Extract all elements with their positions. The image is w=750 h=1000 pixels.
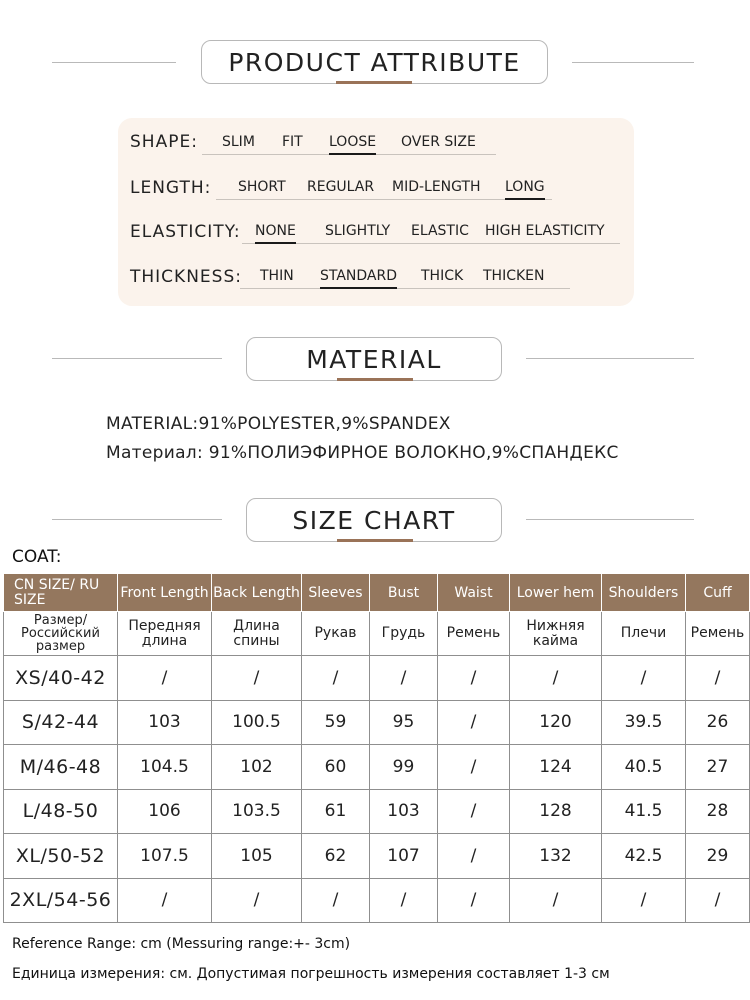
material-text-en: MATERIAL:91%POLYESTER,9%SPANDEX xyxy=(106,414,451,434)
column-header-ru: Рукав xyxy=(302,612,370,656)
column-header: CN SIZE/ RU SIZE xyxy=(4,574,118,612)
measure-cell: / xyxy=(510,878,602,923)
attribute-panel xyxy=(118,118,634,306)
title-underline xyxy=(337,378,413,381)
table-row xyxy=(4,789,750,834)
measure-cell: / xyxy=(212,878,302,923)
column-header: Shoulders xyxy=(602,574,686,612)
title-underline xyxy=(336,81,412,84)
measure-cell: 59 xyxy=(302,700,370,745)
attribute-option: SHORT xyxy=(238,179,286,195)
column-header-ru: Ремень xyxy=(438,612,510,656)
measure-cell: 124 xyxy=(510,745,602,790)
measure-cell: 107 xyxy=(370,834,438,879)
measure-cell: / xyxy=(438,745,510,790)
header-line-right xyxy=(526,519,694,520)
size-cell: M/46-48 xyxy=(4,745,118,790)
measure-cell: / xyxy=(302,656,370,701)
attribute-option: SLIM xyxy=(222,134,255,150)
measure-cell: 60 xyxy=(302,745,370,790)
measure-cell: 100.5 xyxy=(212,700,302,745)
measure-cell: / xyxy=(118,878,212,923)
measure-cell: / xyxy=(686,878,750,923)
column-header-ru: Плечи xyxy=(602,612,686,656)
column-header: Back Length xyxy=(212,574,302,612)
size-chart-table xyxy=(3,573,750,923)
attribute-row-elasticity xyxy=(118,220,634,260)
table-row xyxy=(4,700,750,745)
measure-cell: / xyxy=(686,656,750,701)
table-row xyxy=(4,878,750,923)
reference-note-en: Reference Range: cm (Messuring range:+- 3cm) xyxy=(12,936,351,952)
header-line-right xyxy=(526,358,694,359)
column-header-ru: Длина спины xyxy=(212,612,302,656)
measure-cell: 132 xyxy=(510,834,602,879)
measure-cell: 95 xyxy=(370,700,438,745)
size-cell: L/48-50 xyxy=(4,789,118,834)
size-chart-title: SIZE CHART xyxy=(246,498,502,542)
measure-cell: 26 xyxy=(686,700,750,745)
attribute-option-selected: NONE xyxy=(255,223,296,239)
measure-cell: 106 xyxy=(118,789,212,834)
column-header: Cuff xyxy=(686,574,750,612)
attribute-option: SLIGHTLY xyxy=(325,223,391,239)
table-row xyxy=(4,834,750,879)
measure-cell: / xyxy=(438,878,510,923)
attribute-option: FIT xyxy=(282,134,303,150)
reference-note-ru: Единица измерения: см. Допустимая погрешность измерения составляет 1-3 см xyxy=(12,966,610,982)
measure-cell: 62 xyxy=(302,834,370,879)
measure-cell: 103 xyxy=(370,789,438,834)
attribute-option: OVER SIZE xyxy=(401,134,476,150)
measure-cell: / xyxy=(510,656,602,701)
header-row-ru xyxy=(4,612,750,656)
measure-cell: / xyxy=(438,656,510,701)
product-attribute-header xyxy=(0,40,750,100)
measure-cell: 103.5 xyxy=(212,789,302,834)
category-label: COAT: xyxy=(12,547,62,567)
size-cell: XL/50-52 xyxy=(4,834,118,879)
material-text-ru: Материал: 91%ПОЛИЭФИРНОЕ ВОЛОКНО,9%СПАНДЕКС xyxy=(106,443,619,463)
column-header-ru: Грудь xyxy=(370,612,438,656)
column-header-ru: Передняя длина xyxy=(118,612,212,656)
attribute-row-thickness xyxy=(118,265,634,305)
measure-cell: 61 xyxy=(302,789,370,834)
header-line-left xyxy=(52,62,176,63)
product-attribute-title: PRODUCT ATTRIBUTE xyxy=(201,40,548,84)
size-cell: XS/40-42 xyxy=(4,656,118,701)
attribute-option-selected: LONG xyxy=(505,179,545,195)
material-header xyxy=(0,337,750,397)
column-header: Lower hem xyxy=(510,574,602,612)
attribute-option: HIGH ELASTICITY xyxy=(485,223,605,239)
material-title: MATERIAL xyxy=(246,337,502,381)
measure-cell: / xyxy=(602,878,686,923)
measure-cell: / xyxy=(118,656,212,701)
header-line-left xyxy=(52,358,222,359)
measure-cell: 103 xyxy=(118,700,212,745)
size-cell: 2XL/54-56 xyxy=(4,878,118,923)
column-header-ru: Размер/ Российский размер xyxy=(4,612,118,656)
column-header: Bust xyxy=(370,574,438,612)
measure-cell: / xyxy=(602,656,686,701)
attribute-label: SHAPE: xyxy=(130,132,198,152)
attribute-option: REGULAR xyxy=(307,179,375,195)
column-header-ru: Нижняя кайма xyxy=(510,612,602,656)
column-header-ru: Ремень xyxy=(686,612,750,656)
title-underline xyxy=(337,539,413,542)
measure-cell: / xyxy=(302,878,370,923)
measure-cell: 99 xyxy=(370,745,438,790)
measure-cell: 41.5 xyxy=(602,789,686,834)
attribute-option: THICK xyxy=(421,268,464,284)
attribute-label: LENGTH: xyxy=(130,178,212,198)
column-header: Sleeves xyxy=(302,574,370,612)
measure-cell: 27 xyxy=(686,745,750,790)
measure-cell: / xyxy=(438,700,510,745)
attribute-option: THICKEN xyxy=(483,268,545,284)
attribute-option: MID-LENGTH xyxy=(392,179,481,195)
size-chart-body xyxy=(4,656,750,923)
column-header: Front Length xyxy=(118,574,212,612)
attribute-divider xyxy=(242,243,620,244)
measure-cell: / xyxy=(438,789,510,834)
measure-cell: 28 xyxy=(686,789,750,834)
measure-cell: / xyxy=(370,656,438,701)
measure-cell: 128 xyxy=(510,789,602,834)
measure-cell: 120 xyxy=(510,700,602,745)
measure-cell: / xyxy=(438,834,510,879)
attribute-option-selected: STANDARD xyxy=(320,268,398,284)
size-cell: S/42-44 xyxy=(4,700,118,745)
attribute-row-shape xyxy=(118,130,634,170)
attribute-row-length xyxy=(118,176,634,216)
header-line-right xyxy=(572,62,694,63)
table-row xyxy=(4,745,750,790)
attribute-option: ELASTIC xyxy=(411,223,469,239)
attribute-option: THIN xyxy=(260,268,294,284)
header-row-en xyxy=(4,574,750,612)
attribute-option-selected: LOOSE xyxy=(329,134,377,150)
measure-cell: 104.5 xyxy=(118,745,212,790)
size-chart-header xyxy=(0,498,750,558)
column-header: Waist xyxy=(438,574,510,612)
header-line-left xyxy=(52,519,222,520)
measure-cell: 39.5 xyxy=(602,700,686,745)
measure-cell: / xyxy=(370,878,438,923)
measure-cell: 105 xyxy=(212,834,302,879)
table-row xyxy=(4,656,750,701)
attribute-divider xyxy=(216,199,552,200)
measure-cell: 40.5 xyxy=(602,745,686,790)
attribute-label: THICKNESS: xyxy=(130,267,242,287)
measure-cell: 42.5 xyxy=(602,834,686,879)
measure-cell: 102 xyxy=(212,745,302,790)
measure-cell: 107.5 xyxy=(118,834,212,879)
attribute-label: ELASTICITY: xyxy=(130,222,241,242)
measure-cell: 29 xyxy=(686,834,750,879)
measure-cell: / xyxy=(212,656,302,701)
attribute-divider xyxy=(240,288,570,289)
